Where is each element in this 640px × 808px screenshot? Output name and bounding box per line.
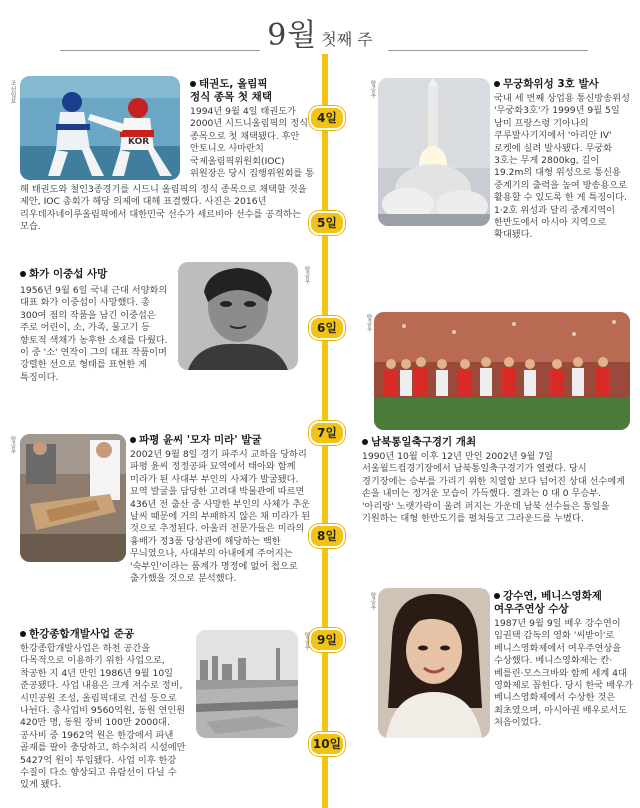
photo-credit: 항공우 xyxy=(365,314,372,332)
event-title xyxy=(190,78,316,104)
actress-portrait-photo xyxy=(378,588,490,738)
mummy-excavation-photo xyxy=(20,434,126,562)
event-title xyxy=(20,628,192,641)
event-title xyxy=(494,78,634,91)
week-label: 첫째 주 xyxy=(321,30,373,49)
bullet-icon xyxy=(190,81,196,87)
event-actress xyxy=(494,590,634,730)
event-body: 1994년 9월 4일 태권도가 2000년 시드니올림픽의 정식 종목으로 첫 채택됐다. 후안 안토니오 사마란치 국제올림픽위원회(IOC) 위원장은 당시 집행위원회를 통 xyxy=(190,106,315,180)
day-marker-9: 9일 xyxy=(309,628,345,652)
event-title-text: 화가 이중섭 사망 xyxy=(29,268,108,280)
event-mummy xyxy=(130,434,316,585)
event-title xyxy=(494,590,634,616)
day-marker-4: 4일 xyxy=(309,106,345,130)
event-body: 한강종합개발사업은 하천 공간을 다목적으로 이용하기 위한 사업으로, 착공한 지 4년 만인 1986년 9월 10일 준공됐다. 사업 내용은 크게 저수로 정비, 시민공원 조성, 올림픽대로 건설 등으로 나뉜다. 총사업비 9560억원, 동원 연인원 420만 명, 동원 장비 100만 2000대. 공사비 중 1962억 원은 한강에서 파낸 골재를 팔아 충당하고, 하수처리 시설에만 5427억 원이 투입됐다. 사업 이후 한강 수질이 다소 향상되고 유람선이 다닐 수 있게 됐다. xyxy=(20,643,186,791)
event-satellite-text xyxy=(494,78,634,242)
event-title-text: 한강종합개발사업 준공 xyxy=(29,628,135,640)
header-rule-right xyxy=(388,50,588,51)
hangang-construction-photo xyxy=(196,630,298,738)
event-body: 국내 세 번째 상업용 통신방송위성 '무궁화3호'가 1999년 9월 5일 남미 프랑스령 기아나의 쿠루발사기지에서 '아리안 IV' 로켓에 실려 발사됐다. 무궁화 3호는 무게 2800kg, 길이 19.2m의 대형 위성으로 통신용 중계기의 출력을 높여 방송용으로 활용할 수 있도록 한 게 특징이다. 1·2호 위성과 달리 중계지역이 한반도에서 아시아 지역으로 확대됐다. xyxy=(494,93,630,241)
photo-credit: 항공우 xyxy=(303,632,310,650)
event-body: 2002년 9월 8일 경기 파주시 교하읍 당하리 파평 윤씨 정정공파 묘역에서 태아와 함께 미라가 된 사대부 부인의 사체가 발굴됐다. 묘역 발굴을 담당한 고려대 박물관에 따르면 436년 전 출산 중 사망한 부인의 사체가 추운 날씨 때문에 거의 부패하지 않은 채 미라가 된 것으로 추정된다. 아울러 전문가들은 미라의 흉배가 정3품 당상관에 해당하는 백한 무늬였으나, 사대부의 아내에게 주어지는 '숙부인'이라는 품계가 명정에 없어 첩으로 출가했을 것으로 분석했다. xyxy=(130,449,311,585)
painter-portrait-photo xyxy=(178,262,298,370)
day-marker-8: 8일 xyxy=(309,524,345,548)
event-title xyxy=(20,268,174,281)
event-body: 1987년 9월 9일 배우 강수연이 임권택 감독의 영화 '씨받이'로 베니스영화제에서 여우주연상을 수상했다. 베니스영화제는 칸·베를린·모스크바와 함께 세계 4대 영화제로 꼽힌다. 당시 한국 배우가 베니스영화제에서 수상한 것은 최초였으며, 아시아권 배우로서도 처음이었다. xyxy=(494,618,633,729)
page-title xyxy=(0,10,640,54)
event-taekwondo xyxy=(190,78,316,180)
bullet-icon xyxy=(20,631,26,637)
event-taekwondo-continued xyxy=(20,184,316,234)
bullet-icon xyxy=(362,439,368,445)
photo-credit: 항공우 xyxy=(369,592,376,610)
bullet-icon xyxy=(494,593,500,599)
event-title-text: 태권도, 올림픽 정식 종목 첫 채택 xyxy=(190,78,272,103)
bullet-icon xyxy=(494,81,500,87)
day-marker-6: 6일 xyxy=(309,316,345,340)
event-painter xyxy=(20,268,174,384)
page-header xyxy=(0,0,640,58)
satellite-launch-photo xyxy=(378,78,490,226)
event-title-text: 무궁화위성 3호 발사 xyxy=(503,78,599,90)
event-body-continued: 해 태권도와 철인3종경기를 시드니 올림픽의 정식 종목으로 채택할 것을 제안, IOC 총회가 해당 의제에 대해 표결했다. 사진은 2016년 리우데자네이루올림픽에서 대한민국 선수가 세르비아 선수를 공격하는 모습. xyxy=(20,184,307,233)
event-title xyxy=(362,436,632,449)
day-marker-10: 10일 xyxy=(309,732,345,756)
event-body: 1956년 9월 6일 국내 근대 서양화의 대표 화가 이중섭이 사망했다. 총 300여 점의 작품을 남긴 이중섭은 주로 어린이, 소, 가족, 물고기 등 향토적 색채가 농후한 소재를 다뤘다. 이 중 '소' 연작이 그의 대표 작품이며 강렬한 선으로 형태를 표현한 게 특징이다. xyxy=(20,285,168,383)
football-match-photo xyxy=(374,312,630,430)
photo-credit: 항공우 xyxy=(303,266,310,284)
event-football xyxy=(362,436,632,525)
event-body: 1990년 10월 이후 12년 만인 2002년 9월 7일 서울월드컵경기장에서 남북통일축구경기가 열렸다. 당시 경기장에는 승부를 가리기 위한 치열함 보다 넘어진 상대 선수에게 손을 내미는 정겨운 모습이 가득했다. 결과는 0 대 0 무승부. '아리랑' 노랫가락이 울려 퍼지는 가운데 남북 선수들은 통일을 기원하는 대형 한반도기를 펼쳐들고 그라운드를 누볐다. xyxy=(362,451,625,525)
event-title-text: 파평 윤씨 '모자 미라' 발굴 xyxy=(139,434,262,446)
bullet-icon xyxy=(20,271,26,277)
event-title xyxy=(130,434,316,447)
event-title-text: 남북통일축구경기 개최 xyxy=(371,436,477,448)
month-label: 9월 xyxy=(267,18,318,53)
photo-credit: 항공우 xyxy=(9,436,16,454)
day-marker-7: 7일 xyxy=(309,421,345,445)
event-title-text: 강수연, 베니스영화제 여우주연상 수상 xyxy=(494,590,602,615)
bullet-icon xyxy=(130,437,136,443)
svg-text:KOR: KOR xyxy=(128,137,150,147)
photo-credit: 항공우 xyxy=(369,80,376,98)
taekwondo-photo xyxy=(20,76,180,180)
event-hangang xyxy=(20,628,192,792)
photo-credit: 조선일보 xyxy=(9,80,16,104)
day-marker-5: 5일 xyxy=(309,211,345,235)
